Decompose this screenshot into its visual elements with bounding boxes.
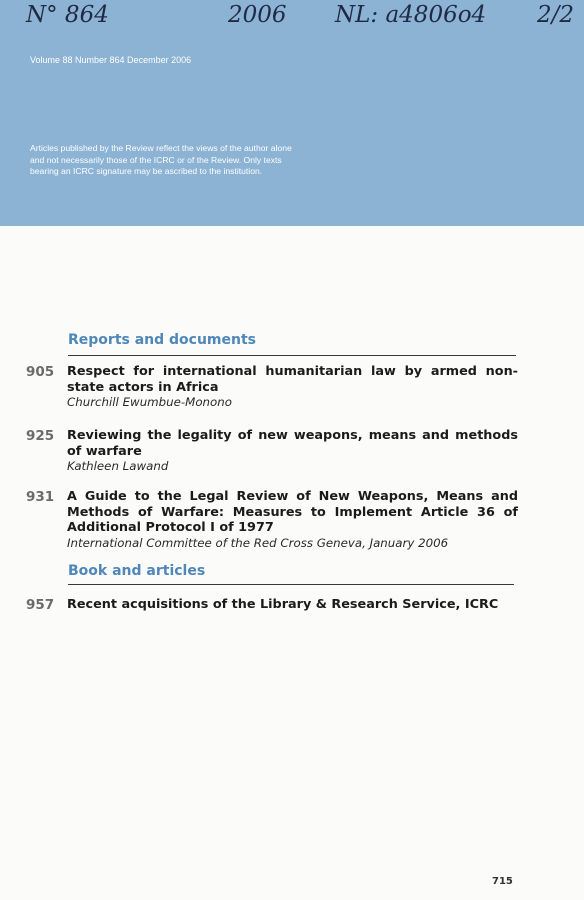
toc-entry[interactable]: [26, 597, 518, 613]
toc-entry-author: International Committee of the Red Cross Geneva, January 2006: [67, 535, 449, 550]
toc-entry[interactable]: [26, 428, 518, 474]
toc-entry-title: Recent acquisitions of the Library & Research Service, ICRC: [67, 597, 499, 612]
handwritten-part: 2/2: [537, 2, 575, 28]
toc-page-number: 957: [26, 597, 55, 613]
disclaimer-text: Articles published by the Review reflect the views of the author alone and not necessarily those of the ICRC or of the Review. Only texts bearing an ICRC signature may be ascribed to the institution.: [30, 143, 292, 176]
section-divider: [68, 355, 516, 356]
toc-page-number: 905: [26, 364, 55, 380]
issue-line: Volume 88 Number 864 December 2006: [30, 55, 192, 65]
toc-entry[interactable]: [26, 489, 518, 551]
page-folio: 715: [492, 876, 513, 887]
header-banner: [0, 0, 584, 226]
toc-page-number: 925: [26, 428, 55, 444]
toc-page-number: 931: [26, 489, 55, 505]
toc-entry[interactable]: [26, 364, 518, 410]
handwritten-issue-number: N° 864: [26, 2, 109, 28]
toc-entry-title: Respect for international humanitarian law by armed non-state actors in Africa: [67, 364, 518, 395]
handwritten-catalogue-code: NL: a4806o4: [335, 2, 487, 28]
section-title-reports: Reports and documents: [68, 332, 257, 348]
handwritten-year: 2006: [228, 2, 287, 28]
toc-entry-author: Churchill Ewumbue-Monono: [67, 395, 232, 409]
section-title-books: Book and articles: [68, 563, 206, 579]
toc-entry-title: Reviewing the legality of new weapons, means and methods of warfare: [67, 428, 518, 459]
toc-entry-author: Kathleen Lawand: [67, 459, 169, 473]
toc-entry-title: A Guide to the Legal Review of New Weapons, Means and Methods of Warfare: Measures to Implement Article 36 of Additional Protocol I of 1977: [67, 489, 518, 535]
section-divider: [68, 584, 514, 585]
